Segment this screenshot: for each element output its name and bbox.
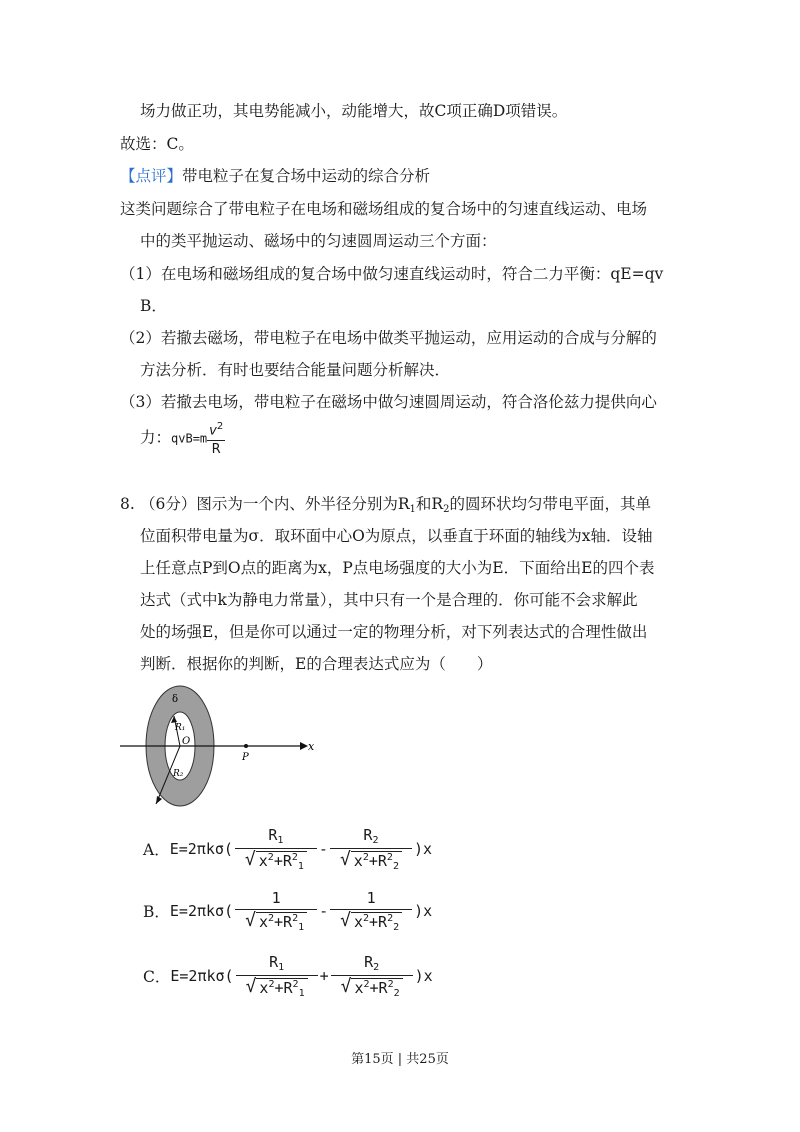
text-line: （1）在电场和磁场组成的复合场中做匀速直线运动时，符合二力平衡：qE=qv xyxy=(120,265,664,283)
fraction: 1 √ $x^2+R^2_2$ xyxy=(330,889,412,933)
question-text: 和R xyxy=(415,495,444,513)
text-line: 方法分析．有时也要结合能量问题分析解决． xyxy=(140,361,451,379)
option-b[interactable] xyxy=(143,889,432,933)
subscript: 1 xyxy=(409,504,416,515)
question-line xyxy=(140,494,651,520)
fraction: $R_1$ √ $x^2+R^2_1$ xyxy=(235,826,317,872)
fraction: $R_1$ √ $x^2+R^2_1$ xyxy=(236,953,318,999)
question-line: 上任意点P到O点的距离为x，P点电场强度的大小为E．下面给出E的四个表 xyxy=(140,559,655,577)
text-prefix: 力： xyxy=(140,428,172,447)
question-text: （6分）图示为一个内、外半径分别为R xyxy=(140,495,410,513)
question-number: 8. xyxy=(120,495,135,513)
fraction xyxy=(207,418,225,459)
formula-line xyxy=(140,418,225,459)
sqrt-icon: √ xyxy=(245,976,257,997)
option-letter: A． xyxy=(143,841,170,859)
fraction: 1 √ $x^2+R^2_1$ xyxy=(235,889,317,933)
option-a[interactable] xyxy=(143,826,432,872)
text-line: 中的类平抛运动、磁场中的匀速圆周运动三个方面： xyxy=(140,232,497,250)
label-o: O xyxy=(182,736,191,747)
sqrt-icon: √ xyxy=(340,910,351,931)
option-c[interactable] xyxy=(143,953,433,999)
option-letter: C． xyxy=(143,968,171,986)
question-line: 位面积带电量为σ．取环面中心O为原点，以垂直于环面的轴线为x轴．设轴 xyxy=(140,527,653,545)
ring-figure xyxy=(118,676,318,836)
answer-line: 故选：C。 xyxy=(120,135,194,153)
question-line: 处的场强E，但是你可以通过一定的物理分析，对下列表达式的合理性做出 xyxy=(140,623,648,641)
text-line: （2）若撤去磁场，带电粒子在电场中做类平抛运动，应用运动的合成与分解的 xyxy=(120,329,657,347)
page-footer: 第15页 | 共25页 xyxy=(351,1052,449,1067)
question-text: 的圆环状均匀带电平面，其单 xyxy=(449,495,651,513)
comment-tag: 【点评】 xyxy=(120,167,183,185)
label-p: P xyxy=(242,752,249,763)
label-x: x xyxy=(308,740,315,753)
fraction-numerator: v xyxy=(209,423,217,439)
fraction-denominator: R xyxy=(211,442,221,458)
sqrt-icon: √ xyxy=(340,976,352,997)
fraction: $R_2$ √ $x^2+R^2_2$ xyxy=(330,826,412,872)
question-line: 达式（式中k为静电力常量），其中只有一个是合理的．你可能不会求解此 xyxy=(140,591,638,609)
formula-lhs: qvB=m xyxy=(171,431,208,446)
label-sigma: δ xyxy=(172,694,179,705)
text-line: B． xyxy=(140,297,167,315)
fraction: $R_2$ √ $x^2+R^2_2$ xyxy=(331,953,413,999)
option-formula: E=2πkσ( 1 √ $x^2+R^2_1$ - 1 √ $x^2+R^2_2$ )x xyxy=(169,889,433,933)
numerator-exponent: 2 xyxy=(216,421,224,432)
comment-title-text: 带电粒子在复合场中运动的综合分析 xyxy=(182,167,431,185)
label-r1: R₁ xyxy=(175,723,186,733)
option-formula: E=2πkσ( $R_1$ √ $x^2+R^2_1$ + $R_2$ √ $x^2+R^2_2$ )x xyxy=(170,953,433,999)
text-line: 这类问题综合了带电粒子在电场和磁场组成的复合场中的匀速直线运动、电场 xyxy=(120,200,648,218)
question-line: 判断．根据你的判断，E的合理表达式应为（ ） xyxy=(140,655,493,673)
sqrt-icon: √ xyxy=(339,849,351,870)
text-line: （3）若撤去电场，带电粒子在磁场中做匀速圆周运动，符合洛伦兹力提供向心 xyxy=(120,393,657,411)
sqrt-icon: √ xyxy=(244,849,256,870)
label-r2: R₂ xyxy=(173,769,184,779)
sqrt-icon: √ xyxy=(245,910,256,931)
point-p xyxy=(244,744,248,748)
option-letter: B． xyxy=(143,903,170,921)
r2-arrow-icon xyxy=(156,796,162,804)
subscript: 2 xyxy=(443,504,450,515)
option-formula: E=2πkσ( $R_1$ √ $x^2+R^2_1$ - $R_2$ √ $x^2+R^2_2$ )x xyxy=(169,826,433,872)
comment-title xyxy=(120,166,430,186)
x-axis-arrow-icon xyxy=(300,742,308,750)
text-line: 场力做正功，其电势能减小，动能增大，故C项正确D项错误。 xyxy=(140,102,568,120)
